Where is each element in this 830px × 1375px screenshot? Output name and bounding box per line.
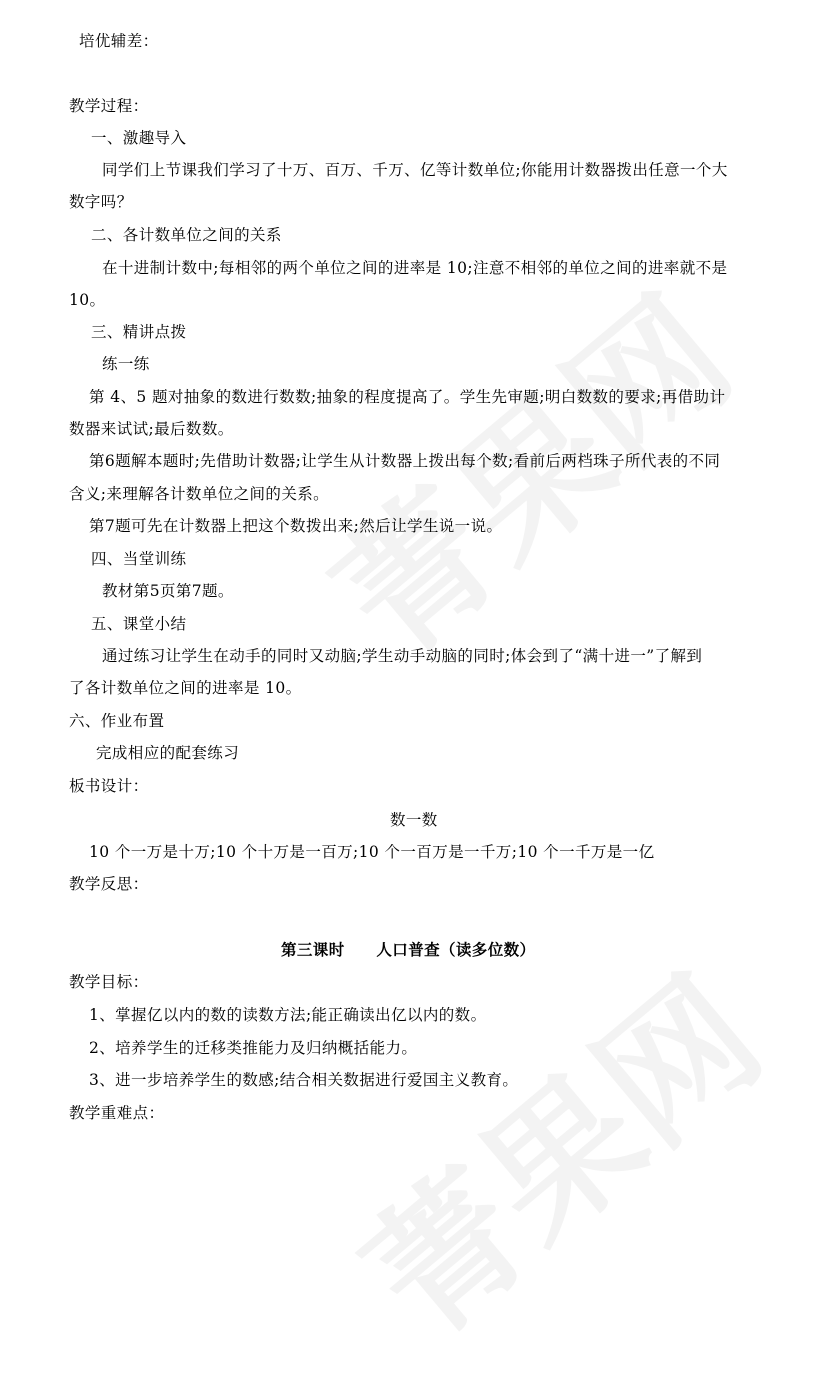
paragraph-line: 数字吗？ xyxy=(69,193,133,211)
paragraph-line: 同学们上节课我们学习了十万、百万、千万、亿等计数单位;你能用计数器拨出任意一个大 xyxy=(102,161,728,179)
paragraph-line: 数器来试试;最后数数。 xyxy=(69,420,234,438)
section-label-pei-you: 培优辅差： xyxy=(79,32,159,50)
paragraph-line: 通过练习让学生在动手的同时又动脑;学生动手动脑的同时;体会到了“满十进一”了解到 xyxy=(102,647,703,665)
paragraph-line: 第7题可先在计数器上把这个数拨出来;然后让学生说一说。 xyxy=(89,517,503,535)
paragraph-line: 含义;来理解各计数单位之间的关系。 xyxy=(69,485,330,503)
section-label-teaching-process: 教学过程： xyxy=(69,97,149,115)
heading-step-3: 三、精讲点拨 xyxy=(91,323,187,341)
section-label-objectives: 教学目标： xyxy=(69,973,149,991)
paragraph-line: 第6题解本题时;先借助计数器;让学生从计数器上拨出每个数;看前后两档珠子所代表的不同 xyxy=(89,452,721,470)
paragraph-line: 了各计数单位之间的进率是 10。 xyxy=(69,679,302,697)
heading-step-1: 一、激趣导入 xyxy=(91,129,187,147)
paragraph-line: 第 4、5 题对抽象的数进行数数;抽象的程度提高了。学生先审题;明白数数的要求;再借助计 xyxy=(89,388,726,406)
subheading-practice: 练一练 xyxy=(102,355,150,373)
board-title: 数一数 xyxy=(390,811,438,829)
paragraph-line: 在十进制计数中;每相邻的两个单位之间的进率是 10;注意不相邻的单位之间的进率就不是 xyxy=(102,259,728,277)
heading-step-4: 四、当堂训练 xyxy=(91,550,187,568)
section-label-key-points: 教学重难点： xyxy=(69,1104,165,1122)
section-label-board-design: 板书设计： xyxy=(69,777,149,795)
heading-step-5: 五、课堂小结 xyxy=(91,615,187,633)
objective-item: 2、培养学生的迁移类推能力及归纳概括能力。 xyxy=(89,1039,418,1057)
paragraph-line: 完成相应的配套练习 xyxy=(96,744,240,762)
section-label-reflection: 教学反思： xyxy=(69,875,149,893)
heading-step-6: 六、作业布置 xyxy=(69,712,165,730)
heading-step-2: 二、各计数单位之间的关系 xyxy=(91,226,282,244)
objective-item: 1、掌握亿以内的数的读数方法;能正确读出亿以内的数。 xyxy=(89,1006,487,1024)
paragraph-line: 教材第5页第7题。 xyxy=(102,582,234,600)
lesson-title: 第三课时 人口普查（读多位数） xyxy=(281,940,536,959)
paragraph-line: 10。 xyxy=(69,291,106,309)
board-content: 10 个一万是十万;10 个十万是一百万;10 个一百万是一千万;10 个一千万是一亿 xyxy=(89,843,655,861)
objective-item: 3、进一步培养学生的数感;结合相关数据进行爱国主义教育。 xyxy=(89,1071,519,1089)
watermark xyxy=(313,921,797,1375)
